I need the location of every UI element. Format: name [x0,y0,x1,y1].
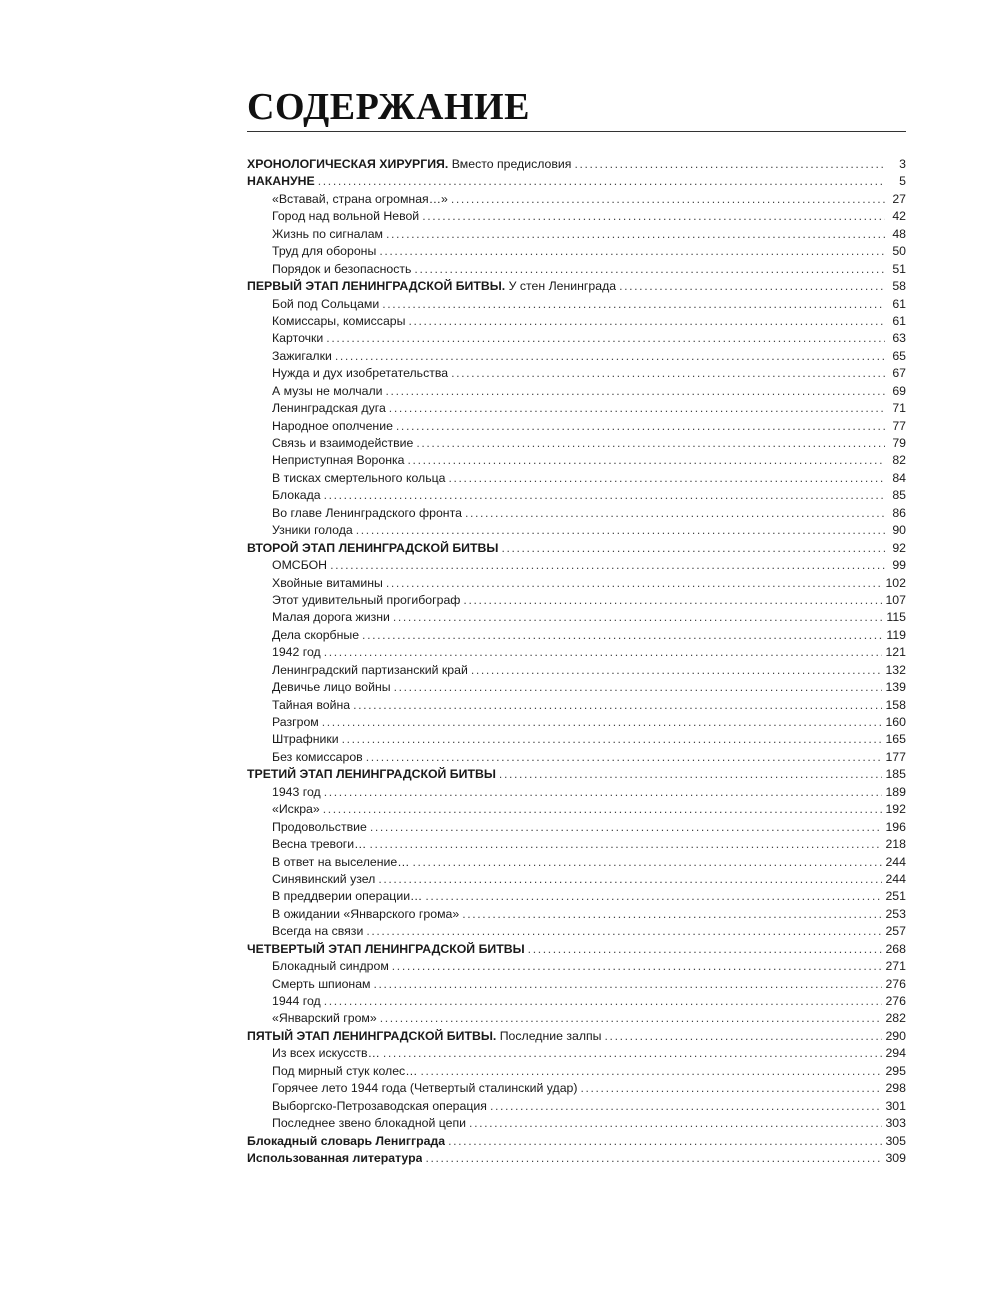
toc-page-number: 3 [899,157,906,171]
toc-page-number: 189 [885,784,906,799]
dot-leader [394,679,883,696]
toc-entry-label [272,1063,418,1080]
toc-entry-label [272,784,321,801]
toc-page-number: 132 [885,662,906,677]
toc-page-number: 251 [885,889,906,904]
toc-item-row [247,976,906,993]
toc-page-number: 102 [885,575,906,590]
toc-section-row [247,278,906,295]
toc-page-number: 85 [892,488,906,503]
toc-page-number: 90 [892,523,906,538]
page-title: СОДЕРЖАНИЕ [247,86,530,128]
toc-item-row [247,226,906,243]
toc-item-row [247,400,906,417]
toc-entry-title: «Вставай, страна огромная…» [272,191,448,206]
toc-entry-label [272,191,448,208]
toc-entry-title: У стен Ленинграда [505,279,617,294]
toc-section-row [247,1150,906,1167]
dot-leader [408,452,885,469]
toc-item-row [247,522,906,539]
toc-item-row [247,557,906,574]
dot-leader [574,156,885,173]
toc-item-row [247,470,906,487]
table-of-contents [247,156,906,1167]
dot-leader [382,296,885,313]
toc-page-number: 42 [892,209,906,224]
toc-entry-label [247,766,496,783]
toc-entry-title: Смерть шпионам [272,976,371,991]
toc-entry-label [272,575,383,592]
toc-item-row [247,801,906,818]
toc-page-number: 92 [892,540,906,555]
dot-leader [324,487,885,504]
toc-item-row [247,418,906,435]
toc-entry-title: Синявинский узел [272,871,376,886]
toc-item-row [247,662,906,679]
toc-entry-title: Штрафники [272,732,339,747]
dot-leader [393,609,884,626]
toc-entry-label [272,348,332,365]
toc-page-number: 244 [885,854,906,869]
toc-item-row [247,243,906,260]
toc-page-number: 84 [892,470,906,485]
toc-section-row [247,766,906,783]
dot-leader [386,575,883,592]
toc-item-row [247,261,906,278]
toc-entry-label [272,958,389,975]
toc-entry-title: 1944 год [272,994,321,1008]
toc-page-number: 61 [892,296,906,311]
toc-entry-label [272,854,410,871]
toc-item-row [247,871,906,888]
dot-leader [451,191,885,208]
dot-leader [383,1045,883,1062]
dot-leader [322,714,883,731]
dot-leader [356,522,885,539]
toc-entry-label [272,627,359,644]
toc-item-row [247,888,906,905]
toc-page-number: 5 [899,174,906,189]
toc-entry-title: Порядок и безопасность [272,261,412,276]
dot-leader [425,888,882,905]
toc-entry-title: Дела скорбные [272,627,360,642]
toc-entry-title: Связь и взаимодействие [272,436,414,450]
toc-entry-label [272,365,448,382]
toc-page-number: 99 [892,558,906,573]
toc-item-row [247,383,906,400]
toc-entry-title: Ленинградский партизанский край [272,662,468,677]
toc-section-row [247,540,906,557]
dot-leader [451,365,885,382]
toc-entry-label [272,243,376,260]
toc-item-row [247,993,906,1010]
toc-entry-title: Ленинградская дуга [272,401,386,416]
toc-page-number: 282 [885,1011,906,1026]
toc-section-heading: Использованная литература [247,1150,423,1165]
toc-page-number: 86 [892,505,906,520]
toc-page-number: 119 [886,627,906,642]
dot-leader [413,854,883,871]
toc-entry-label [272,592,460,609]
toc-entry-title: В ожидании «Январского грома» [272,906,460,921]
toc-entry-title: Разгром [272,715,319,729]
dot-leader [499,766,883,783]
toc-entry-label [247,1150,422,1167]
dot-leader [335,348,885,365]
toc-entry-label [247,1028,602,1045]
dot-leader [318,173,885,190]
toc-page-number: 48 [892,226,906,241]
toc-item-row [247,435,906,452]
toc-section-row [247,1133,906,1150]
toc-entry-title: Блокадный синдром [272,959,389,974]
toc-entry-label [272,749,363,766]
dot-leader [469,1115,882,1132]
toc-page-number: 305 [885,1133,906,1148]
toc-entry-label [272,679,391,696]
dot-leader [362,627,883,644]
toc-entry-label [272,1098,487,1115]
dot-leader [408,313,885,330]
toc-entry-title: Выборгско-Петрозаводская операция [272,1098,487,1113]
dot-leader [421,1063,883,1080]
toc-page-number: 107 [885,592,906,607]
toc-entry-title: Зажигалки [272,348,332,363]
toc-page-number: 50 [892,244,906,259]
toc-entry-title: 1943 год [272,784,321,799]
toc-entry-title: Нужда и дух изобретательства [272,366,449,381]
toc-entry-title: «Искра» [272,802,320,817]
dot-leader [396,418,885,435]
toc-entry-title: 1942 год [272,645,321,660]
dot-leader [379,243,885,260]
toc-page-number: 303 [885,1116,906,1131]
toc-item-row [247,731,906,748]
toc-section-heading: ХРОНОЛОГИЧЕСКАЯ ХИРУРГИЯ. [247,157,449,171]
toc-entry-title: А музы не молчали [272,383,383,398]
dot-leader [462,906,882,923]
dot-leader [448,1133,882,1150]
toc-entry-label [272,418,393,435]
toc-page-number: 63 [892,331,906,346]
toc-page-number: 294 [885,1046,906,1061]
toc-entry-title: Бой под Сольцами [272,296,380,311]
toc-item-row [247,679,906,696]
toc-entry-title: Малая дорога жизни [272,610,390,625]
toc-page-number: 58 [892,279,906,294]
dot-leader [389,400,885,417]
toc-entry-label [272,871,375,888]
toc-entry-label [247,173,315,190]
toc-entry-title: Девичье лицо войны [272,680,391,695]
toc-item-row [247,1063,906,1080]
toc-entry-title: Без комиссаров [272,749,363,764]
title-divider [247,131,906,132]
toc-entry-title: Блокада [272,488,321,503]
toc-entry-label [272,888,422,905]
toc-page-number: 139 [885,680,906,695]
dot-leader [414,261,885,278]
toc-entry-label [272,487,321,504]
toc-entry-label [272,923,363,940]
toc-entry-label [272,400,386,417]
toc-page-number: 257 [885,924,906,939]
toc-entry-title: Неприступная Воронка [272,453,405,468]
toc-item-row [247,906,906,923]
toc-page-number: 67 [892,366,906,381]
toc-item-row [247,749,906,766]
toc-entry-label [272,557,327,574]
toc-page-number: 244 [885,871,906,886]
toc-entry-title: Последние залпы [496,1028,602,1043]
toc-section-heading: ЧЕТВЕРТЫЙ ЭТАП ЛЕНИНГРАДСКОЙ БИТВЫ [247,941,525,956]
toc-item-row [247,958,906,975]
toc-page-number: 295 [885,1063,906,1078]
dot-leader [369,836,882,853]
dot-leader [378,871,882,888]
toc-page-number: 218 [885,837,906,852]
dot-leader [605,1028,883,1045]
toc-entry-label [272,697,350,714]
toc-entry-title: Вместо предисловия [448,157,572,171]
toc-item-row [247,1115,906,1132]
dot-leader [580,1080,882,1097]
dot-leader [392,958,883,975]
toc-page-number: 158 [885,697,906,712]
toc-entry-label [272,609,390,626]
toc-entry-title: В тисках смертельного кольца [272,470,446,485]
toc-entry-title: Жизнь по сигналам [272,226,383,241]
dot-leader [619,278,885,295]
toc-page-number: 79 [892,436,906,450]
toc-item-row [247,191,906,208]
toc-entry-label [272,1115,466,1132]
toc-entry-label [272,452,405,469]
toc-entry-title: Всегда на связи [272,924,364,939]
toc-section-heading: Блокадный словарь Ленигграда [247,1133,446,1148]
toc-page-number: 301 [885,1098,906,1113]
toc-entry-label [272,1080,577,1097]
toc-item-row [247,1010,906,1027]
toc-page-number: 185 [885,767,906,782]
toc-item-row [247,348,906,365]
toc-item-row [247,854,906,871]
toc-entry-title: Народное ополчение [272,418,393,433]
dot-leader [324,784,883,801]
dot-leader [416,435,885,452]
toc-page-number: 276 [885,994,906,1008]
toc-entry-label [272,313,405,330]
toc-page-number: 298 [885,1081,906,1096]
toc-entry-title: Узники голода [272,523,353,538]
toc-entry-label [272,261,411,278]
toc-entry-label [272,505,462,522]
toc-entry-label [272,383,383,400]
toc-item-row [247,697,906,714]
dot-leader [386,383,885,400]
toc-item-row [247,923,906,940]
toc-entry-title: Горячее лето 1944 года (Четвертый сталинский удар) [272,1081,578,1096]
dot-leader [449,470,886,487]
toc-entry-label [272,976,371,993]
toc-page-number: 268 [885,941,906,956]
dot-leader [471,662,883,679]
toc-item-row [247,365,906,382]
toc-page-number: 77 [892,418,906,433]
toc-section-heading: ТРЕТИЙ ЭТАП ЛЕНИНГРАДСКОЙ БИТВЫ [247,767,496,782]
toc-entry-label [272,836,366,853]
toc-entry-title: Карточки [272,331,324,346]
toc-item-row [247,296,906,313]
toc-entry-title: Этот удивительный прогибограф [272,592,461,607]
toc-item-row [247,505,906,522]
toc-entry-title: В ответ на выселение… [272,854,410,869]
toc-item-row [247,208,906,225]
toc-item-row [247,575,906,592]
toc-item-row [247,784,906,801]
dot-leader [366,749,883,766]
toc-entry-label [272,470,446,487]
toc-entry-title: Из всех искусств… [272,1046,380,1061]
toc-item-row [247,1045,906,1062]
toc-page-number: 309 [885,1150,906,1165]
toc-item-row [247,592,906,609]
dot-leader [326,330,885,347]
toc-page-number: 196 [885,819,906,834]
toc-entry-title: Комиссары, комиссары [272,313,406,328]
toc-page-number: 69 [892,383,906,398]
toc-entry-label [272,1010,377,1027]
toc-page-number: 51 [892,261,906,276]
toc-entry-label [272,226,383,243]
toc-section-heading: НАКАНУНЕ [247,174,315,189]
toc-entry-label [272,330,323,347]
toc-entry-label [272,522,353,539]
toc-page-number: 253 [885,906,906,921]
dot-leader [490,1098,883,1115]
toc-page-number: 271 [885,959,906,974]
toc-item-row [247,819,906,836]
toc-item-row [247,714,906,731]
toc-section-heading: ПЕРВЫЙ ЭТАП ЛЕНИНГРАДСКОЙ БИТВЫ. [247,279,506,294]
toc-entry-title: Продовольствие [272,819,367,834]
toc-entry-label [272,714,319,731]
dot-leader [324,644,883,661]
toc-entry-title: Тайная война [272,697,351,712]
toc-page-number: 276 [885,976,906,991]
toc-section-row [247,941,906,958]
toc-page-number: 65 [892,348,906,363]
toc-page-number: 71 [892,401,906,416]
toc-page-number: 115 [886,610,906,625]
toc-section-heading: ВТОРОЙ ЭТАП ЛЕНИНГРАДСКОЙ БИТВЫ [247,540,499,555]
toc-entry-title: В преддверии операции… [272,889,423,904]
toc-entry-label [272,993,321,1010]
toc-entry-label [272,208,419,225]
toc-entry-label [247,540,498,557]
toc-entry-title: Во главе Ленинградского фронта [272,505,462,520]
toc-section-row [247,156,906,173]
toc-entry-label [272,801,320,818]
dot-leader [422,208,885,225]
toc-item-row [247,330,906,347]
toc-section-row [247,173,906,190]
toc-item-row [247,452,906,469]
toc-entry-label [272,296,379,313]
toc-page-number: 27 [892,191,906,206]
toc-item-row [247,487,906,504]
toc-entry-title: Город над вольной Невой [272,209,420,224]
toc-entry-label [272,1045,380,1062]
dot-leader [380,1010,883,1027]
dot-leader [386,226,885,243]
toc-page-number: 61 [892,313,906,328]
toc-item-row [247,609,906,626]
toc-page-number: 192 [885,802,906,817]
toc-page-number: 165 [885,732,906,747]
toc-item-row [247,836,906,853]
toc-page-number: 82 [892,453,906,468]
toc-entry-label [272,435,413,452]
dot-leader [425,1150,882,1167]
dot-leader [324,993,883,1010]
toc-section-row [247,1028,906,1045]
toc-entry-label [272,731,339,748]
dot-leader [323,801,883,818]
dot-leader [374,976,883,993]
toc-section-heading: ПЯТЫЙ ЭТАП ЛЕНИНГРАДСКОЙ БИТВЫ. [247,1028,497,1043]
toc-entry-label [272,906,459,923]
toc-entry-label [247,278,616,295]
toc-entry-label [272,819,367,836]
toc-item-row [247,313,906,330]
toc-page-number: 160 [885,715,906,729]
toc-item-row [247,1080,906,1097]
toc-page-number: 177 [885,749,906,764]
toc-entry-title: «Январский гром» [272,1011,377,1026]
toc-entry-label [272,662,468,679]
dot-leader [528,941,883,958]
toc-item-row [247,627,906,644]
dot-leader [501,540,885,557]
dot-leader [463,592,882,609]
toc-entry-title: Труд для обороны [272,244,377,259]
toc-entry-label [247,941,525,958]
toc-entry-title: ОМСБОН [272,558,328,573]
toc-entry-label [247,156,571,173]
toc-entry-label [272,644,321,661]
toc-item-row [247,1098,906,1115]
toc-page-number: 121 [885,645,906,660]
dot-leader [342,731,883,748]
toc-entry-title: Весна тревоги… [272,837,367,852]
toc-entry-label [247,1133,445,1150]
dot-leader [353,697,882,714]
dot-leader [330,557,885,574]
toc-entry-title: Последнее звено блокадной цепи [272,1116,467,1131]
toc-item-row [247,644,906,661]
dot-leader [366,923,882,940]
dot-leader [465,505,885,522]
toc-entry-title: Хвойные витамины [272,575,383,590]
dot-leader [370,819,883,836]
toc-entry-title: Под мирный стук колес… [272,1063,418,1078]
toc-page-number: 290 [885,1028,906,1043]
